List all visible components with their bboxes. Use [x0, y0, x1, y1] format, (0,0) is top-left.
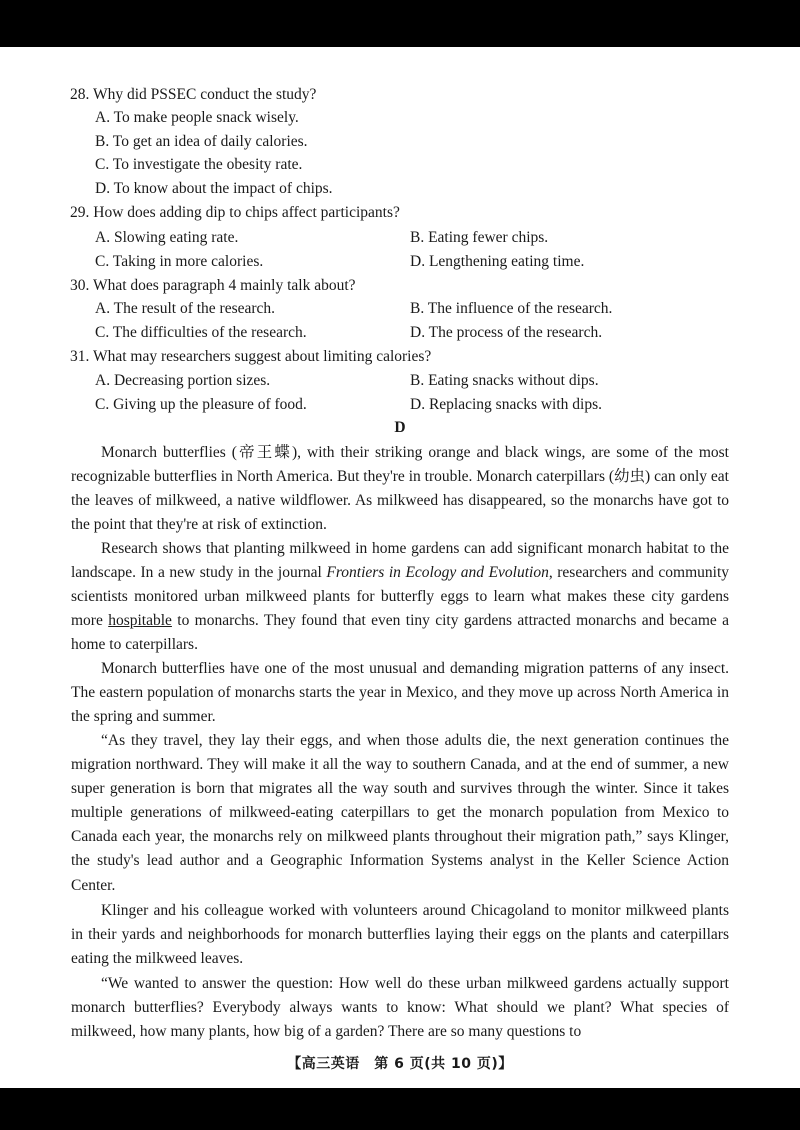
question-stem: What may researchers suggest about limiting calories? [92, 348, 432, 365]
option-29-d: D. Lengthening eating time. [410, 253, 585, 270]
question-number: 30. [70, 277, 90, 294]
exam-page [0, 47, 800, 1088]
question-number: 29. [70, 204, 90, 221]
question-stem: What does paragraph 4 mainly talk about? [92, 277, 356, 294]
option-30-a: A. The result of the research. [95, 300, 276, 317]
question-30 [70, 276, 356, 296]
text-segment: to monarchs. They found that even tiny city gardens attracted monarchs and became a home to caterpillars. [71, 612, 729, 654]
passage-paragraph-3: Monarch butterflies have one of the most unusual and demanding migration patterns of any insect. The eastern population of monarchs starts the year in Mexico, and they move up across North America in the spring and summer. [71, 660, 729, 726]
option-28-b: B. To get an idea of daily calories. [95, 133, 308, 150]
journal-title: Frontiers in Ecology and Evolution [326, 564, 549, 582]
option-31-c: C. Giving up the pleasure of food. [95, 396, 307, 413]
passage-paragraph-5: Klinger and his colleague worked with volunteers around Chicagoland to monitor milkweed plants in their yards and neighborhoods for monarch butterflies laying their eggs on the plants and caterpillars eating the milkweed leaves. [71, 902, 729, 968]
option-30-b: B. The influence of the research. [410, 300, 613, 317]
question-number: 31. [70, 348, 90, 365]
question-29 [70, 203, 400, 223]
underlined-word: hospitable [108, 612, 172, 630]
option-29-c: C. Taking in more calories. [95, 253, 264, 270]
passage-paragraph-6: “We wanted to answer the question: How well do these urban milkweed gardens actually support monarch butterflies? Everybody always wants to know: What should we plant? What species of milkweed, how many plants, how big of a garden? There are so many questions to [71, 975, 729, 1041]
option-28-a: A. To make people snack wisely. [95, 109, 299, 126]
option-28-d: D. To know about the impact of chips. [95, 180, 333, 197]
section-label: D [394, 419, 406, 436]
question-31 [70, 347, 431, 367]
option-30-c: C. The difficulties of the research. [95, 324, 307, 341]
passage-paragraph-2 [71, 537, 729, 657]
question-number: 28. [70, 86, 90, 103]
option-31-b: B. Eating snacks without dips. [410, 372, 599, 389]
question-stem: How does adding dip to chips affect participants? [93, 204, 400, 221]
passage-paragraph-4: “As they travel, they lay their eggs, and when those adults die, the next generation continues the migration northward. They will make it all the way to southern Canada, and at the end of summer, a new super generation is born that migrates all the way south and survives through the winter. Since it takes multiple generations of milkweed-eating caterpillars to get the monarch population from Mexico to Canada each year, the monarchs rely on milkweed plants throughout their migration path,” says Klinger, the study's lead author and a Geographic Information Systems analyst in the Keller Science Action Center. [71, 732, 729, 894]
option-28-c: C. To investigate the obesity rate. [95, 156, 303, 173]
option-29-a: A. Slowing eating rate. [95, 229, 239, 246]
text-segment: Research shows that planting milkweed in home gardens can add significant monarch habitat to the landscape. In a new study in the journal [71, 540, 729, 582]
option-31-a: A. Decreasing portion sizes. [95, 372, 271, 389]
question-stem: Why did PSSEC conduct the study? [92, 86, 317, 103]
option-30-d: D. The process of the research. [410, 324, 603, 341]
text-segment: , researchers and community scientists monitored urban milkweed plants for butterfly eggs to learn what makes these city gardens more [71, 564, 730, 630]
question-28 [70, 85, 316, 105]
page-footer: 【高三英语 第 6 页(共 10 页)】 [287, 1056, 513, 1072]
passage-paragraph-1: Monarch butterflies (帝王蝶), with their striking orange and black wings, are some of the most recognizable butterflies in North America. But they're in trouble. Monarch caterpillars (幼虫) can only eat the leaves of milkweed, a native wildflower. As milkweed has disappeared, so the monarchs have got to the point that they're at risk of extinction. [71, 444, 729, 534]
option-31-d: D. Replacing snacks with dips. [410, 396, 603, 413]
option-29-b: B. Eating fewer chips. [410, 229, 549, 246]
